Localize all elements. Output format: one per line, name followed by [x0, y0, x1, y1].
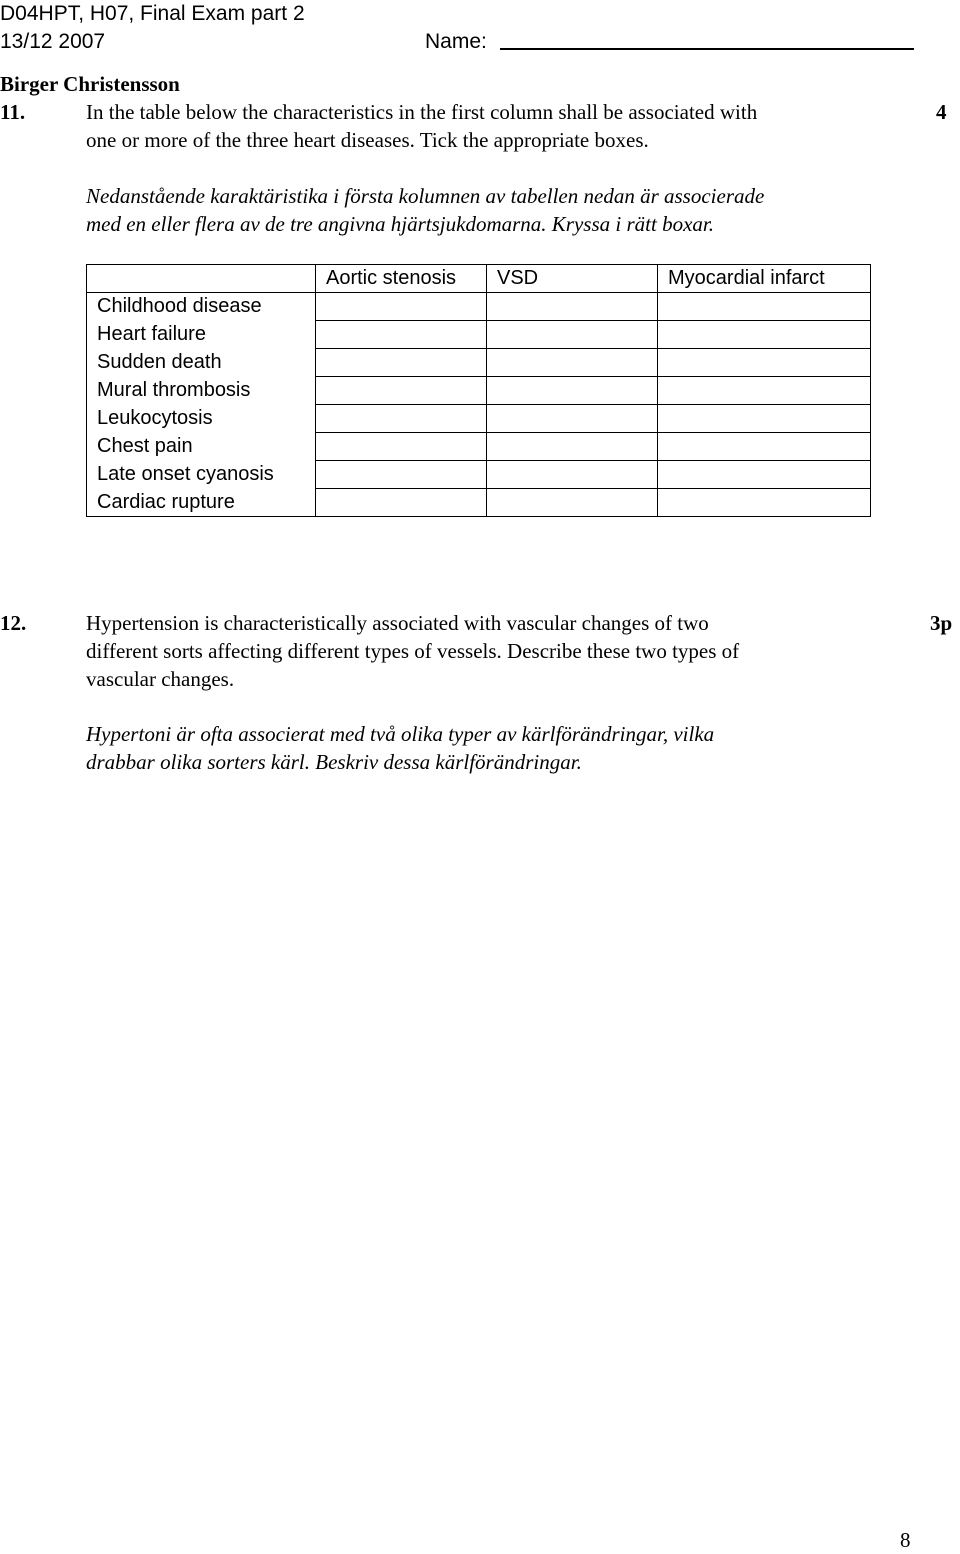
row-label: Late onset cyanosis [87, 461, 316, 489]
question-11-points: 4 [936, 100, 947, 124]
name-field-line[interactable] [500, 48, 914, 50]
disease-characteristics-table [86, 264, 871, 517]
table-row [87, 405, 871, 433]
question-11-number: 11. [0, 100, 26, 124]
row-label: Heart failure [87, 321, 316, 349]
tick-box[interactable] [658, 433, 871, 461]
tick-box[interactable] [487, 349, 658, 377]
tick-box[interactable] [487, 293, 658, 321]
table-row [87, 321, 871, 349]
tick-box[interactable] [487, 321, 658, 349]
question-12-text-sv-line-1: Hypertoni är ofta associerat med två olika typer av kärlförändringar, vilka [86, 722, 715, 746]
tick-box[interactable] [658, 489, 871, 517]
tick-box[interactable] [658, 405, 871, 433]
tick-box[interactable] [316, 405, 487, 433]
row-label: Chest pain [87, 433, 316, 461]
table-row [87, 461, 871, 489]
tick-box[interactable] [487, 489, 658, 517]
tick-box[interactable] [316, 321, 487, 349]
tick-box[interactable] [316, 489, 487, 517]
table-corner-cell [87, 265, 316, 293]
question-11-text-en-line-1: In the table below the characteristics in the first column shall be associated with [86, 100, 758, 124]
question-12-text-sv-line-2: drabbar olika sorters kärl. Beskriv dessa kärlförändringar. [86, 750, 582, 774]
table-row [87, 349, 871, 377]
tick-box[interactable] [487, 461, 658, 489]
tick-box[interactable] [487, 433, 658, 461]
row-label: Sudden death [87, 349, 316, 377]
exam-date: 13/12 2007 [0, 30, 106, 53]
tick-box[interactable] [658, 377, 871, 405]
question-12-text-en-line-2: different sorts affecting different types of vessels. Describe these two types of [86, 639, 740, 663]
tick-box[interactable] [487, 377, 658, 405]
question-12-points: 3p [930, 611, 953, 635]
tick-box[interactable] [658, 321, 871, 349]
tick-box[interactable] [316, 349, 487, 377]
tick-box[interactable] [316, 461, 487, 489]
name-label: Name: [425, 30, 487, 53]
column-header-vsd: VSD [487, 265, 658, 293]
tick-box[interactable] [658, 461, 871, 489]
table-row [87, 377, 871, 405]
question-11-text-en-line-2: one or more of the three heart diseases. Tick the appropriate boxes. [86, 128, 649, 152]
column-header-aortic-stenosis: Aortic stenosis [316, 265, 487, 293]
question-11-text-sv-line-2: med en eller flera av de tre angivna hjärtsjukdomarna. Kryssa i rätt boxar. [86, 212, 714, 236]
question-12-text-en-line-3: vascular changes. [86, 667, 235, 691]
tick-box[interactable] [316, 293, 487, 321]
tick-box[interactable] [658, 349, 871, 377]
tick-box[interactable] [316, 433, 487, 461]
tick-box[interactable] [316, 377, 487, 405]
row-label: Leukocytosis [87, 405, 316, 433]
page-number: 8 [900, 1528, 911, 1552]
table-row [87, 293, 871, 321]
table-row [87, 433, 871, 461]
tick-box[interactable] [487, 405, 658, 433]
row-label: Mural thrombosis [87, 377, 316, 405]
column-header-myocardial-infarct: Myocardial infarct [658, 265, 871, 293]
row-label: Childhood disease [87, 293, 316, 321]
course-title: D04HPT, H07, Final Exam part 2 [0, 2, 305, 25]
author-name: Birger Christensson [0, 72, 180, 96]
question-11-text-sv-line-1: Nedanstående karaktäristika i första kolumnen av tabellen nedan är associerade [86, 184, 765, 208]
tick-box[interactable] [658, 293, 871, 321]
question-12-text-en-line-1: Hypertension is characteristically associated with vascular changes of two [86, 611, 709, 635]
table-row [87, 489, 871, 517]
question-12-number: 12. [0, 611, 27, 635]
row-label: Cardiac rupture [87, 489, 316, 517]
